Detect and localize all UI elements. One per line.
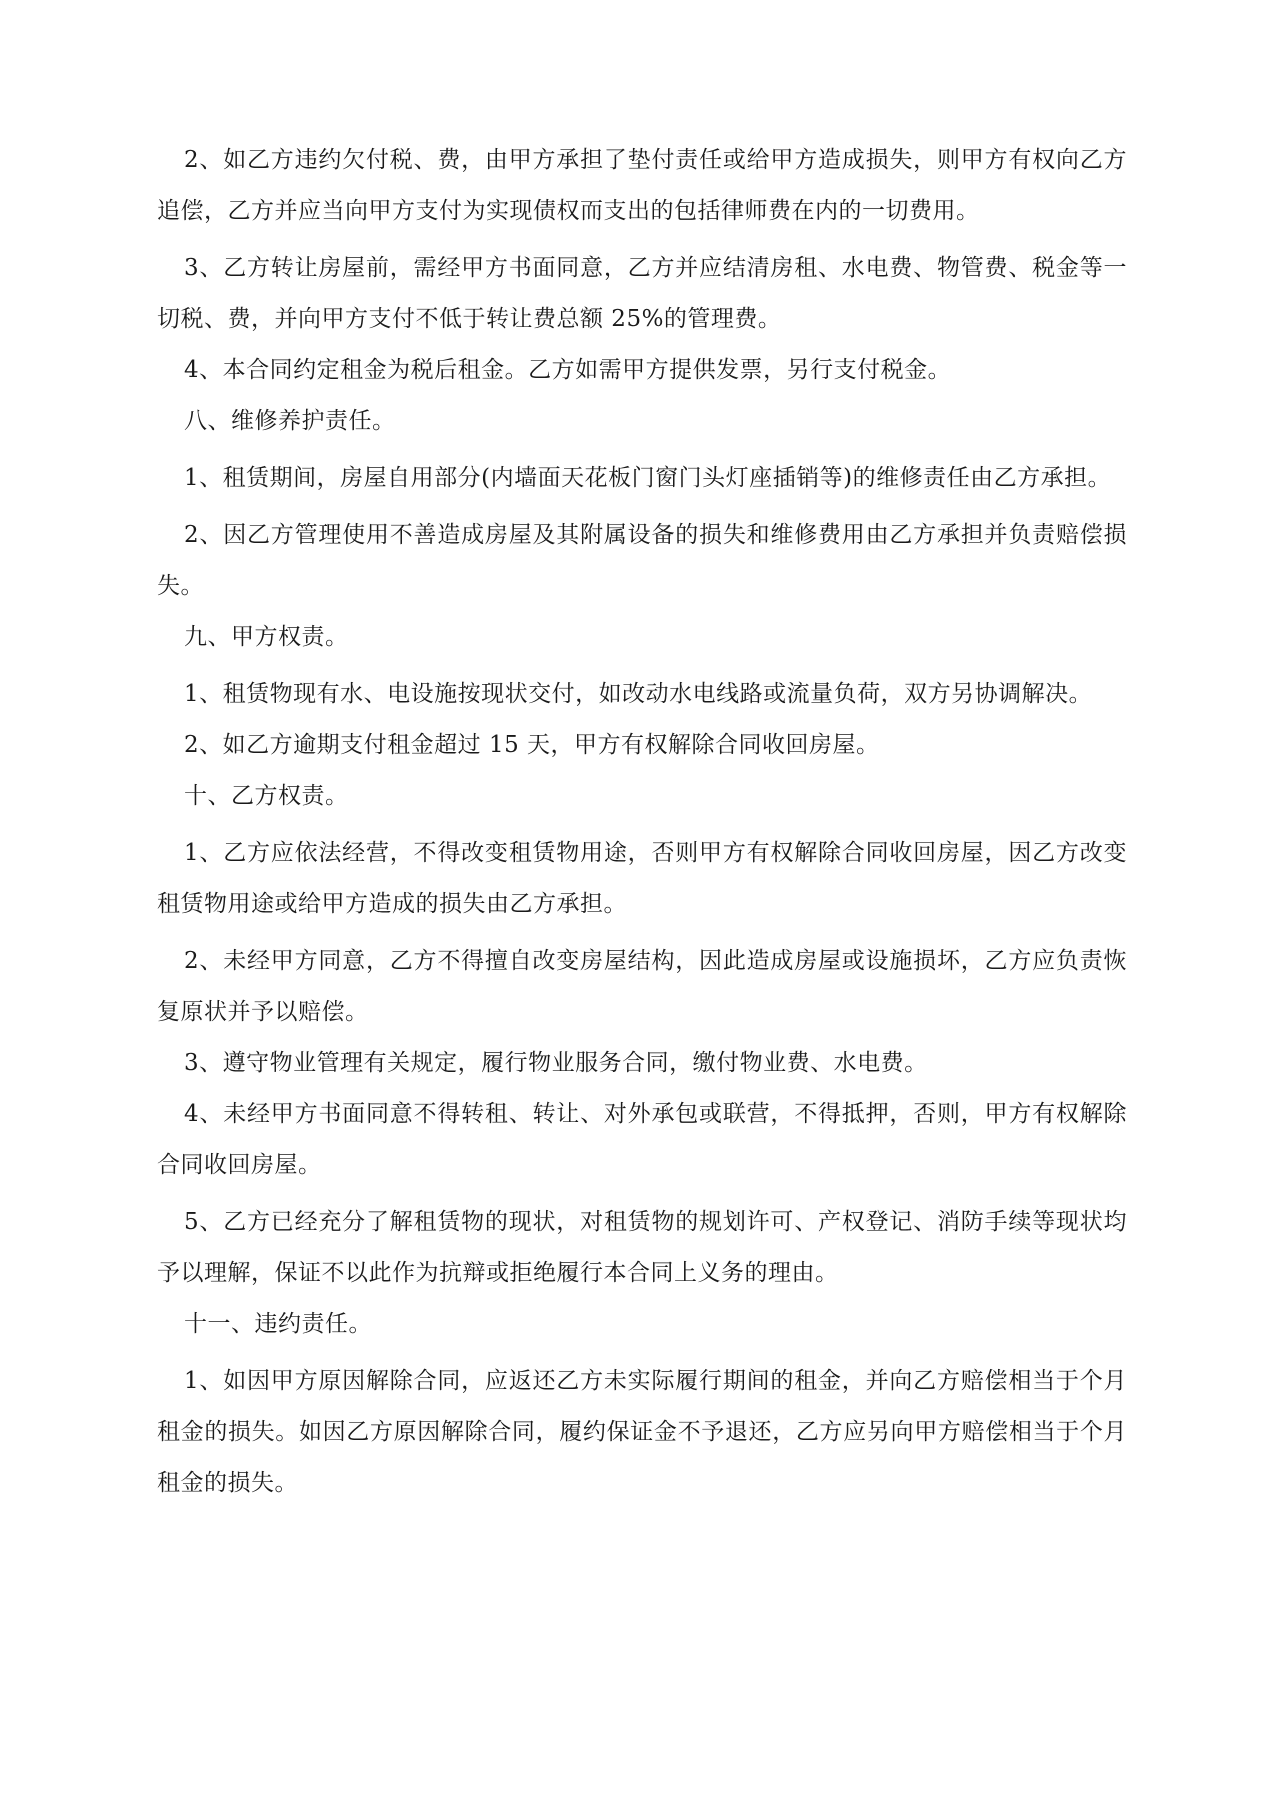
paragraph-transfer: 3、乙方转让房屋前，需经甲方书面同意，乙方并应结清房租、水电费、物管费、税金等一切税、费，并向甲方支付不低于转让费总额 25%的管理费。 xyxy=(157,255,1127,332)
paragraph-tax-arrears: 2、如乙方违约欠付税、费，由甲方承担了垫付责任或给甲方造成损失，则甲方有权向乙方追偿，乙方并应当向甲方支付为实现债权而支出的包括律师费在内的一切费用。 xyxy=(157,147,1127,224)
section-heading-breach: 十一、违约责任。 xyxy=(184,1311,372,1337)
paragraph-party-a-2: 2、如乙方逾期支付租金超过 15 天，甲方有权解除合同收回房屋。 xyxy=(184,732,880,758)
paragraph-party-b-4: 4、未经甲方书面同意不得转租、转让、对外承包或联营，不得抵押，否则，甲方有权解除合同收回房屋。 xyxy=(157,1101,1127,1178)
paragraph-after-tax-rent: 4、本合同约定租金为税后租金。乙方如需甲方提供发票，另行支付税金。 xyxy=(184,357,952,383)
paragraph-party-b-5: 5、乙方已经充分了解租赁物的现状，对租赁物的规划许可、产权登记、消防手续等现状均予以理解，保证不以此作为抗辩或拒绝履行本合同上义务的理由。 xyxy=(157,1209,1127,1286)
paragraph-maintenance-1: 1、租赁期间，房屋自用部分(内墙面天花板门窗门头灯座插销等)的维修责任由乙方承担。 xyxy=(184,465,1112,491)
paragraph-maintenance-2: 2、因乙方管理使用不善造成房屋及其附属设备的损失和维修费用由乙方承担并负责赔偿损失。 xyxy=(157,522,1127,599)
section-heading-party-b: 十、乙方权责。 xyxy=(184,783,349,809)
document-body xyxy=(157,135,1127,1509)
paragraph-breach-1: 1、如因甲方原因解除合同，应返还乙方未实际履行期间的租金，并向乙方赔偿相当于个月租金的损失。如因乙方原因解除合同，履约保证金不予退还，乙方应另向甲方赔偿相当于个月租金的损失。 xyxy=(157,1368,1127,1496)
paragraph-party-b-1: 1、乙方应依法经营，不得改变租赁物用途，否则甲方有权解除合同收回房屋，因乙方改变租赁物用途或给甲方造成的损失由乙方承担。 xyxy=(157,840,1127,917)
section-heading-party-a: 九、甲方权责。 xyxy=(184,624,349,650)
paragraph-party-b-2: 2、未经甲方同意，乙方不得擅自改变房屋结构，因此造成房屋或设施损坏，乙方应负责恢复原状并予以赔偿。 xyxy=(157,948,1127,1025)
paragraph-party-b-3: 3、遵守物业管理有关规定，履行物业服务合同，缴付物业费、水电费。 xyxy=(184,1050,928,1076)
section-heading-maintenance: 八、维修养护责任。 xyxy=(184,408,396,434)
paragraph-party-a-1: 1、租赁物现有水、电设施按现状交付，如改动水电线路或流量负荷，双方另协调解决。 xyxy=(184,681,1093,707)
